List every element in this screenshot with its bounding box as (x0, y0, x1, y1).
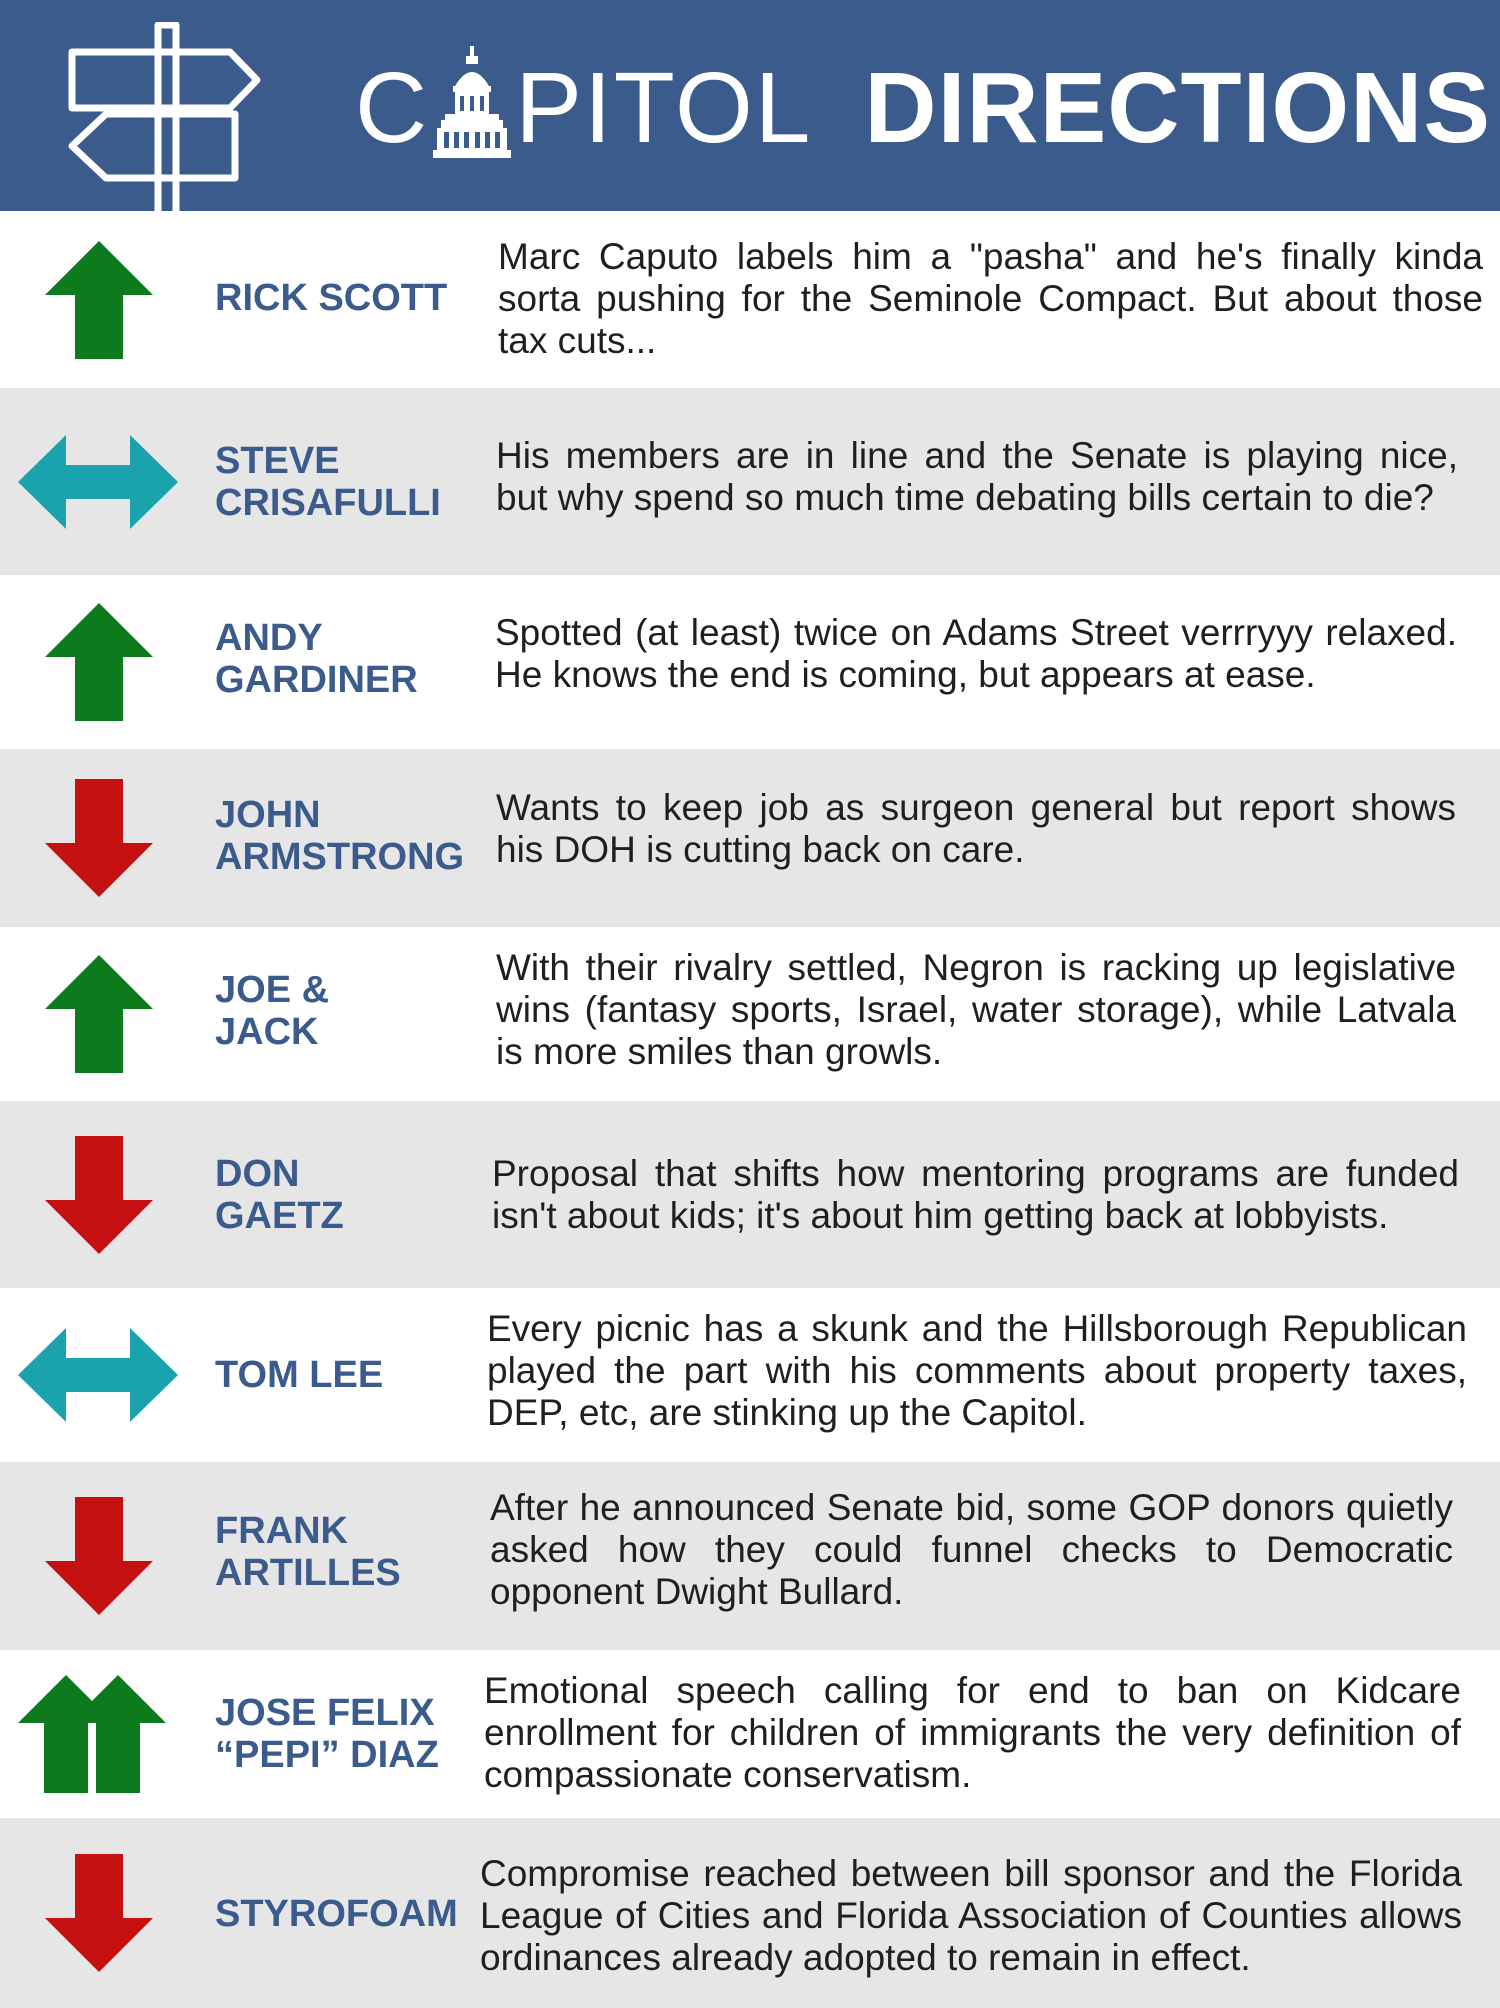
header-banner (0, 0, 1500, 211)
person-name: ANDY GARDINER (215, 617, 418, 701)
person-name: FRANK ARTILLES (215, 1510, 401, 1594)
arrow-down-icon (0, 1462, 196, 1650)
arrow-path (45, 1136, 153, 1254)
arrow-path (18, 1675, 166, 1793)
arrow-path (18, 1328, 178, 1422)
direction-arrow-shape (45, 1854, 153, 1972)
list-item (0, 749, 1500, 927)
person-description: Proposal that shifts how mentoring programs are funded isn't about kids; it's about him getting back at lobbyists. (492, 1153, 1459, 1236)
person-description: Spotted (at least) twice on Adams Street verrryyy relaxed. He knows the end is coming, but appears at ease. (495, 612, 1457, 695)
arrow-double-up-icon (0, 1650, 196, 1818)
arrow-path (45, 955, 153, 1073)
arrow-up-icon (0, 211, 196, 388)
list-item (0, 388, 1500, 575)
page-title (355, 38, 1491, 178)
list-item (0, 1288, 1500, 1462)
person-description: After he announced Senate bid, some GOP donors quietly asked how they could funnel checks to Democratic opponent Dwight Bullard. (490, 1487, 1453, 1612)
arrow-path (18, 435, 178, 529)
direction-arrow-shape (45, 779, 153, 897)
person-name: STYROFOAM (215, 1893, 458, 1935)
arrow-sideways-icon (0, 1288, 196, 1462)
arrow-path (45, 1854, 153, 1972)
person-description: Every picnic has a skunk and the Hillsborough Republican played the part with his comments about property taxes, DEP, etc, are stinking up the Capitol. (487, 1308, 1467, 1433)
capitol-dome-icon (431, 46, 513, 158)
direction-arrow-shape (18, 435, 178, 529)
direction-arrow-shape (45, 241, 153, 359)
arrow-down-icon (0, 1101, 196, 1288)
arrow-up-icon (0, 927, 196, 1101)
person-name: DON GAETZ (215, 1153, 344, 1237)
direction-arrow-shape (45, 1497, 153, 1615)
direction-arrow-shape (45, 955, 153, 1073)
arrow-down-icon (0, 1818, 196, 2008)
list-item (0, 1818, 1500, 2008)
person-name: JOSE FELIX “PEPI” DIAZ (215, 1692, 439, 1776)
arrow-path (45, 603, 153, 721)
title-word-directions: DIRECTIONS (864, 52, 1492, 164)
person-name: TOM LEE (215, 1354, 384, 1396)
list-item (0, 1650, 1500, 1818)
person-description: With their rivalry settled, Negron is racking up legislative wins (fantasy sports, Israel, water storage), while Latvala is more smiles than growls. (496, 947, 1456, 1072)
list-item (0, 1462, 1500, 1650)
signpost-icon (60, 22, 270, 211)
person-description: Wants to keep job as surgeon general but report shows his DOH is cutting back on care. (496, 787, 1456, 870)
person-description: His members are in line and the Senate is playing nice, but why spend so much time debating bills certain to die? (496, 435, 1458, 518)
person-description: Marc Caputo labels him a "pasha" and he's finally kinda sorta pushing for the Seminole Compact. But about those tax cuts... (498, 236, 1483, 361)
arrow-path (45, 241, 153, 359)
person-name: STEVE CRISAFULLI (215, 440, 441, 524)
arrow-path (45, 1497, 153, 1615)
person-name: JOHN ARMSTRONG (215, 794, 465, 878)
direction-arrow-shape (18, 1675, 166, 1793)
direction-arrow-shape (18, 1328, 178, 1422)
list-item (0, 211, 1500, 388)
arrow-up-icon (0, 575, 196, 749)
list-item (0, 575, 1500, 749)
arrow-down-icon (0, 749, 196, 927)
list-item (0, 1101, 1500, 1288)
list-item (0, 927, 1500, 1101)
title-letter-c: C (355, 52, 430, 164)
person-description: Compromise reached between bill sponsor and the Florida League of Cities and Florida Association of Counties allows ordinances already adopted to remain in effect. (480, 1853, 1462, 1978)
arrow-path (45, 779, 153, 897)
arrow-sideways-icon (0, 388, 196, 575)
direction-arrow-shape (45, 1136, 153, 1254)
title-word-pitol: PITOL (515, 52, 813, 164)
person-name: JOE & JACK (215, 969, 330, 1053)
person-description: Emotional speech calling for end to ban on Kidcare enrollment for children of immigrants the very definition of compassionate conservatism. (484, 1670, 1461, 1795)
person-name: RICK SCOTT (215, 277, 448, 319)
direction-arrow-shape (45, 603, 153, 721)
